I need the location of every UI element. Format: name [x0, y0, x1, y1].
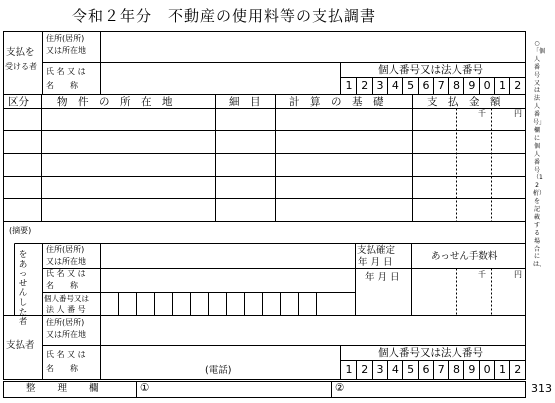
id-digit-box: 0 — [479, 361, 495, 379]
fee-unit-thousand: 千 — [478, 270, 486, 279]
id-digit-box: 2 — [356, 78, 372, 94]
intermediary-date-value: 年 月 日 — [365, 272, 400, 283]
footer-label: 整 理 欄 — [26, 383, 100, 394]
payee-id-digits[interactable] — [341, 78, 525, 94]
payee-id-header: 個人番号又は法人番号 — [378, 64, 483, 76]
column-header-kubun: 区分 — [8, 96, 29, 108]
payee-address-label-2: 又は所在地 — [46, 46, 86, 55]
table-row[interactable] — [4, 199, 525, 221]
payee-address-label-1: 住所(居所) — [46, 34, 85, 43]
payer-id-digits[interactable] — [341, 361, 525, 379]
intermediary-date-header-2: 年 月 日 — [358, 257, 393, 268]
id-digit-box: 9 — [463, 78, 479, 94]
payer-label: 支払者 — [6, 340, 35, 351]
payee-label-line2: 受ける者 — [5, 62, 37, 71]
intermediary-address-label-2: 又は所在地 — [46, 257, 86, 266]
intermediary-vertical-label: をあっせんした者 — [18, 250, 28, 328]
payer-address-label-1: 住所(居所) — [46, 318, 85, 327]
payer-name-label-1: 氏 名 又 は — [46, 350, 86, 359]
fee-unit-yen: 円 — [514, 270, 522, 279]
table-row[interactable] — [4, 154, 525, 176]
id-digit-box: 1 — [494, 78, 510, 94]
form-title: 令和２年分 不動産の使用料等の支払調書 — [72, 7, 377, 25]
side-note: ○「個人番号又は法人番号」欄に個人番号（12桁）を記載する場合には、 — [533, 40, 546, 269]
payee-label-line1: 支払を — [6, 47, 35, 58]
amount-unit-thousand: 千 — [478, 109, 486, 118]
id-digit-box: 6 — [418, 361, 434, 379]
id-digit-box: 8 — [448, 78, 464, 94]
form-number: 313 — [531, 382, 552, 395]
id-digit-box — [525, 361, 526, 377]
id-digit-box: 6 — [418, 78, 434, 94]
table-row[interactable] — [4, 109, 525, 130]
id-digit-box: 3 — [372, 361, 388, 379]
intermediary-date-field[interactable] — [356, 269, 411, 315]
intermediary-date-header-1: 支払確定 — [357, 245, 396, 256]
id-digit-box: 1 — [494, 361, 510, 379]
footer-field-2[interactable] — [332, 382, 525, 397]
payee-address-field[interactable] — [101, 32, 525, 62]
payee-name-label-1: 氏 名 又 は — [46, 67, 86, 76]
memo-label: (摘要) — [9, 226, 32, 235]
payer-address-field[interactable] — [101, 316, 525, 345]
id-digit-box: 2 — [509, 361, 525, 379]
id-digit-box: 1 — [345, 363, 353, 376]
id-digit-box: 3 — [372, 78, 388, 94]
memo-field[interactable] — [4, 222, 525, 243]
intermediary-fee-field[interactable] — [412, 269, 525, 315]
payer-address-label-2: 又は所在地 — [46, 330, 86, 339]
id-digit-box: 7 — [433, 361, 449, 379]
footer-circle-2: ② — [335, 382, 345, 394]
intermediary-address-field[interactable] — [101, 244, 355, 268]
column-header-details: 細 目 — [229, 96, 261, 108]
payee-name-label-2: 名 称 — [46, 81, 78, 90]
id-digit-box: 0 — [479, 78, 495, 94]
payer-name-label-2: 名 称 — [46, 364, 78, 373]
footer-field-1[interactable] — [137, 382, 331, 397]
id-digit-box: 8 — [448, 361, 464, 379]
intermediary-fee-header: あっせん手数料 — [431, 251, 498, 262]
intermediary-id-label-1: 個人番号又は — [44, 294, 89, 303]
payee-name-field[interactable] — [101, 63, 340, 94]
id-digit-box: 2 — [509, 78, 525, 94]
footer-circle-1: ① — [140, 382, 150, 394]
intermediary-name-label-1: 氏 名 又 は — [46, 269, 86, 278]
payer-id-header: 個人番号又は法人番号 — [378, 347, 483, 359]
column-header-location: 物 件 の 所 在 地 — [57, 96, 173, 108]
id-digit-box — [525, 78, 526, 94]
amount-unit-yen: 円 — [514, 109, 522, 118]
column-header-basis: 計 算 の 基 礎 — [289, 96, 384, 108]
id-digit-box: 2 — [356, 361, 372, 379]
column-header-amount: 支 払 金 額 — [427, 96, 501, 108]
id-digit-box: 4 — [387, 361, 403, 379]
table-row[interactable] — [4, 131, 525, 153]
id-digit-box: 4 — [387, 78, 403, 94]
intermediary-name-label-2: 名 称 — [46, 281, 78, 290]
payer-phone-label: (電話) — [205, 365, 232, 376]
id-digit-box: 9 — [463, 361, 479, 379]
intermediary-address-label-1: 住所(居所) — [46, 245, 85, 254]
intermediary-name-field[interactable] — [101, 269, 355, 292]
intermediary-id-field[interactable] — [101, 293, 355, 315]
intermediary-id-label-2: 法 人 番 号 — [46, 305, 86, 314]
id-digit-box: 1 — [345, 79, 353, 92]
id-digit-box: 7 — [433, 78, 449, 94]
table-row[interactable] — [4, 177, 525, 198]
id-digit-box: 5 — [402, 361, 418, 379]
id-digit-box: 5 — [402, 78, 418, 94]
